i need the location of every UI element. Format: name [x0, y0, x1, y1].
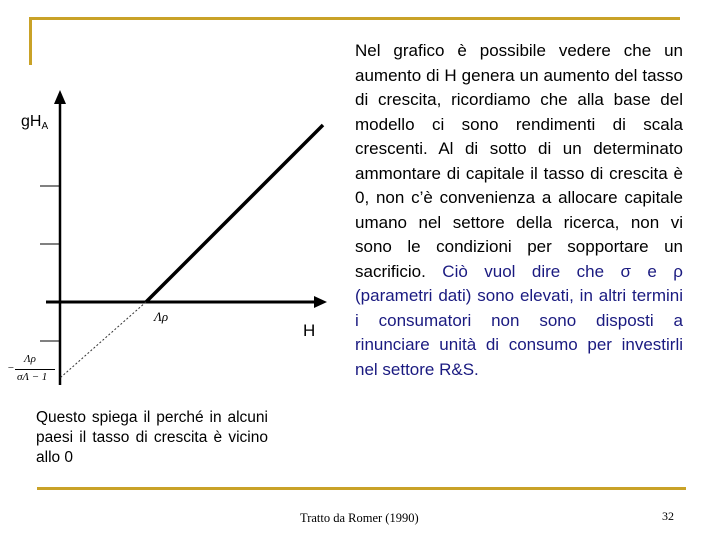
- page-number: 32: [662, 509, 674, 523]
- y-axis-label: $gH_A$: [21, 113, 49, 132]
- intercept-denominator: σΛ − 1: [17, 371, 48, 383]
- negative-intercept-label: [7, 353, 57, 389]
- source-footer: Tratto da Romer (1990): [300, 511, 419, 525]
- right-explanation-paragraph: [355, 39, 683, 382]
- right-explanation-text: Nel grafico è possibile vedere che un aumento di H genera un aumento del tasso di crescita, ricordiamo che alla base del modello ci sono rendimenti di scala crescenti. Al di sotto di un determinato ammontare di capitale il tasso di crescita è 0, non c’è convenienza a allocare capitale umano nel settore della ricerca, non vi sono le condizioni per sopportare un sacrificio.: [355, 41, 683, 281]
- intercept-numerator: Λρ: [24, 353, 36, 365]
- fraction-bar: [15, 369, 55, 370]
- dotted-extension-line: [60, 302, 146, 378]
- kink-point-label: Λρ: [154, 309, 169, 324]
- intercept-minus-sign: −: [7, 362, 15, 374]
- x-axis-arrow: [314, 296, 327, 308]
- growth-line: [146, 125, 323, 302]
- x-axis-label: H: [303, 321, 316, 340]
- right-explanation-highlight: Ciò vuol dire che σ e ρ (parametri dati) sono elevati, in altri termini i consumatori non sono disposti a rinunciare unità di consumo per investirli nel settore R&S.: [355, 261, 683, 379]
- y-axis-arrow: [54, 90, 66, 104]
- left-explanation-text: Questo spiega il perché in alcuni paesi il tasso di crescita è vicino allo 0: [36, 409, 268, 466]
